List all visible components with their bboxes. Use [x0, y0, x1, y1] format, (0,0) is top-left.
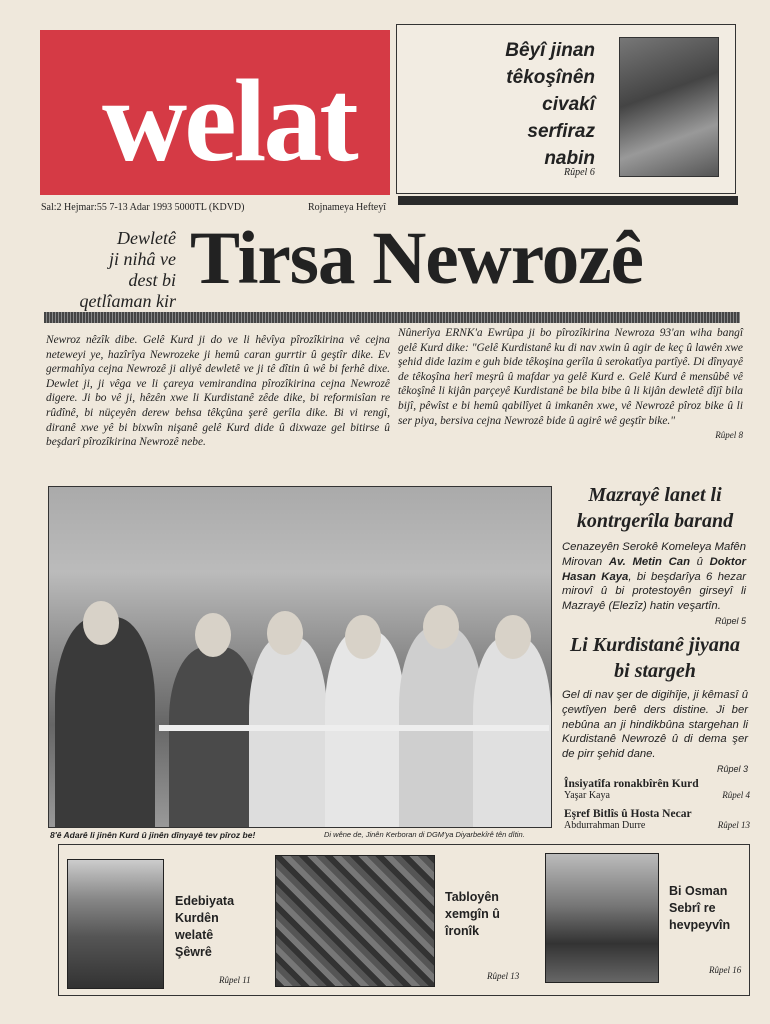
teaser-line: serfiraz [527, 121, 595, 142]
subhead-line: dest bi [128, 270, 176, 290]
teaser-line: Bi Osman [669, 884, 728, 898]
main-photo [48, 486, 552, 828]
masthead-subtitle: Rojnameya Hefteyî [308, 202, 387, 213]
subhead-line: Dewletê [117, 228, 176, 248]
teaser-line: xemgîn û [445, 907, 500, 921]
photo-figure-head [495, 615, 531, 659]
side-item-ref: Rûpel 13 [717, 820, 750, 830]
side-item-author: Abdurrahman Durre [564, 820, 646, 831]
photo-figure-head [423, 605, 459, 649]
story-mazraye-body [562, 540, 746, 629]
teaser-tabloyen[interactable] [445, 889, 500, 940]
photo-figure [169, 647, 259, 827]
lead-headline[interactable]: Tirsa Newrozê [190, 217, 643, 300]
story-page-ref: Rûpel 3 [716, 763, 748, 774]
story-stargeh-body [562, 688, 748, 777]
photo-figure-head [195, 613, 231, 657]
story-text: û [689, 555, 710, 568]
teaser-line: civakî [542, 94, 595, 115]
story-name: Doktor Hasan Kaya [562, 555, 746, 583]
teaser-line: îronîk [445, 924, 480, 938]
newspaper-logo: welat [102, 55, 356, 186]
photo-figure [249, 637, 327, 827]
teaser-line: têkoşînên [506, 67, 595, 88]
photo-caption-credit: Di wêne de, Jinên Kerboran di DGM'ya Diyarbekîrê tên dîtin. [324, 830, 525, 839]
teaser-line: nabin [544, 148, 595, 169]
teaser-page-ref: Rûpel 16 [709, 965, 742, 975]
dateline: Sal:2 Hejmar:55 7-13 Adar 1993 5000TL (KDVD) [41, 202, 245, 213]
photo-figure-head [83, 601, 119, 645]
lead-page-ref: Rûpel 8 [715, 430, 743, 441]
side-item-ref: Rûpel 4 [722, 790, 750, 800]
side-item[interactable] [564, 778, 750, 801]
teaser-line: Kurdên [175, 911, 219, 925]
teaser-thumb-painting [275, 855, 435, 987]
story-mazraye-headline[interactable]: Mazrayê lanet li kontrgerîla barand [576, 484, 734, 532]
lead-column-right [398, 326, 743, 443]
photo-railing [159, 725, 549, 731]
teaser-thumb-portrait [67, 859, 164, 989]
side-item[interactable] [564, 808, 750, 831]
masthead-rule [398, 196, 738, 205]
teaser-box[interactable] [396, 24, 736, 194]
teaser-line: Edebiyata [175, 894, 235, 908]
teaser-line: Sebrî re [669, 901, 716, 915]
story-page-ref: Rûpel 5 [714, 615, 746, 626]
teaser-page-ref: Rûpel 13 [487, 971, 520, 981]
photo-figure-head [267, 611, 303, 655]
bottom-teaser-box [58, 844, 750, 996]
lead-subhead [42, 228, 176, 312]
side-item-author: Yaşar Kaya [564, 790, 610, 801]
teaser-thumb-portrait [545, 853, 659, 983]
photo-figure [55, 617, 155, 827]
teaser-osman-sebri[interactable] [669, 883, 730, 934]
teaser-page-ref: Rûpel 6 [564, 167, 595, 178]
teaser-line: hevpeyvîn [669, 918, 731, 932]
subhead-line: ji nihâ ve [109, 249, 176, 269]
photo-figure-head [345, 615, 381, 659]
story-stargeh-headline[interactable]: Li Kurdistanê jiyana bi stargeh [569, 634, 741, 682]
lead-column-left: Newroz nêzîk dibe. Gelê Kurd ji do ve li hêvîya pîrozîkirina vê cejna neteweyi ye, hazîrîya Newrozeke ji hemû caran gurrtir û geştîr dike. Ev germahîya cejna Newrozê ji aliyê dewletê ve ji tê dîtin û wê bi ferhê dixe. Dewlet ji, ji vêga ve li çareya vemirandina pîrozîkirina cejna Newrozê digere. Ji bo vê ji, hêzên xwe li Kurdistanê zêde dike, bi reformisîan re rûdînê, bi nüçeyên derew behsa têkçûna şerê gerîla dike. Bi vi rengî, diranê xwe yê bi bixwîn nişanê gelê Kurd dide û dixwaze gel bitirse û beşdarî pîrozîkirina Newrozê nebe. [46, 334, 390, 449]
story-name: Av. Metin Can [608, 555, 690, 568]
photo-caption-main: 8'ê Adarê li jinên Kurd û jinên dînyayê tev pîroz be! [50, 830, 256, 840]
teaser-line: Tabloyên [445, 890, 499, 904]
teaser-line: Bêyî jinan [505, 40, 595, 61]
headline-rule [44, 312, 740, 323]
photo-figure [473, 637, 551, 827]
subhead-line: qetlîaman kir [79, 291, 176, 311]
side-item-title: Însiyatîfa ronakbîrên Kurd [564, 778, 699, 790]
teaser-photo [619, 37, 719, 177]
teaser-line: welatê [175, 928, 214, 942]
teaser-headline [415, 37, 595, 172]
lead-column-right-text: Nûnerîya ERNK'a Ewrûpa ji bo pîrozîkirina Newroza 93'an wiha bangî gelê Kurd dike: "Gelê Kurdistanê ku di nav xwin û agir de keç û lawên xwe şehid dide lazim e guh bide têkoşina gerîla û serokatîya partîyê. Di dînyayê de têkoşîna herî meşrû û mafdar ya gelê Kurd e. Gelê Kurd ê mensûbê vê têkoşînê li kijân parçeyê Kurdistanê be bila bibe û li kijân dewletê dîjî bila bijî, pêwîst e bi hemû qabilîyet û imkanên xwe, vê Newrozê pîroz bike û li ser piya, bersiva cejna Newrozê bide û agirê wê geştîr bike." [398, 327, 743, 427]
teaser-line: Şêwrê [175, 945, 212, 959]
teaser-page-ref: Rûpel 11 [219, 975, 251, 985]
story-text: Gel di nav şer de digihîje, ji kêmasî û çewtîyen berê ders distine. Ji ber nebûna an ji hindikbûna stargehan li Kurdistanê Newrozê û di dema şer de pirr şehid dane. [562, 689, 748, 761]
teaser-edebiyata[interactable] [175, 893, 234, 961]
story-text: Cenazeyên Serokê Komeleya Mafên Mirovan [562, 541, 746, 568]
side-item-title: Eşref Bitlîs û Hosta Necar [564, 808, 692, 820]
masthead-logo-panel [40, 30, 390, 195]
story-text: , bi beşdarîya 6 hezar mirovî û bi protestoyên girseyî li Mazrayê (Elezîz) hatin veşartîn. [562, 570, 746, 613]
